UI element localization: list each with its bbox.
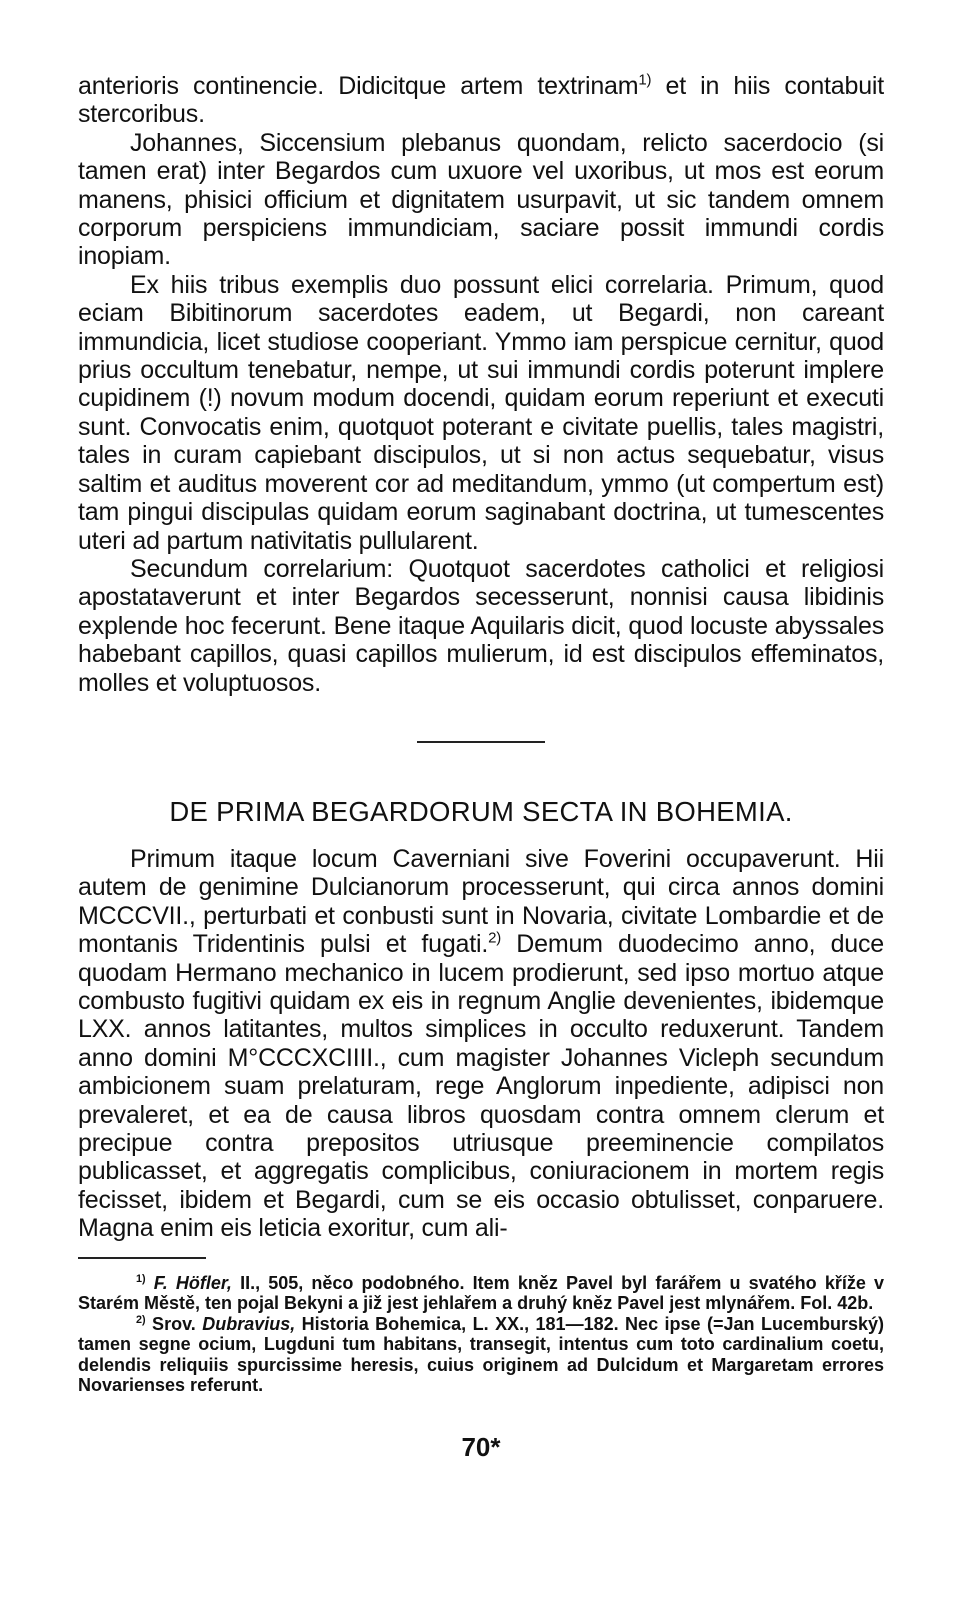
footnote-1-author: F. Höfler, xyxy=(153,1272,232,1293)
footnotes xyxy=(78,1273,884,1396)
footnote-mark-2: 2) xyxy=(136,1313,146,1326)
section-heading: DE PRIMA BEGARDORUM SECTA IN BOHEMIA. xyxy=(169,795,793,827)
footnote-2-prefix: Srov. xyxy=(145,1313,203,1334)
section-text-after: Demum duodecimo anno, duce quodam Hermano mechanico in lucem prodierunt, sed ipso mortuo atque combusto fugitivi quidam ex eis in regnum Anglie devenientes, ibidemque LXX. annos latitantes, multos simplices in occulto reduxerunt. Tandem anno domini M°CCCXCIIII., cum magister Johannes Vicleph secundum ambicionem suam prelaturam, rege Anglorum inpediente, adipisci non prevaleret, et ea de causa libros quosdam contra omnem clerum et precipue contra prepositos utriusque preeminencie compilatos publicasset, et aggregatis complicibus, coniuracionem in mortem regis fecisset, ibidem et Begardi, cum se eis occasio obtulisset, conparuere. Magna enim eis leticia exoritur, cum ali- xyxy=(78,930,884,1243)
footnote-1 xyxy=(78,1273,884,1314)
section-divider xyxy=(417,741,545,743)
book-page xyxy=(78,72,884,1463)
footnote-2-author: Dubravius, xyxy=(202,1313,296,1334)
section-text: Primum itaque locum Caverniani sive Foverini occupaverunt. Hii autem de genimine Dulcianorum processerunt, qui circa annos domini MCCCVII., perturbati et conbusti sunt in Novaria, civitate Lombardie et de montanis Tridentinis pulsi et fugati. xyxy=(78,844,884,959)
paragraph-correlaria: Ex hiis tribus exemplis duo possunt elici correlaria. Primum, quod eciam Bibitinorum sacerdotes eadem, ut Begardi, non careant immundicia, licet studiose cooperiant. Ymmo iam perspicue cernitur, quod prius occultum tenebatur, nempe, ut sui immundi cordis poterunt implere cupidinem (!) novum modum docendi, quidam eorum reperiunt et executi sunt. Convocatis enim, quotquot poterant e civitate puellis, tales magistri, tales in curam capiebant discipulos, ut si non actus sequebatur, visus saltim et auditus moverent cor ad meditandum, ymmo (ut compertum est) tam pingui discipulas quidam eorum saginabant doctrina, ut tumescentes uteri ad partum nativitatis pullularent. xyxy=(78,270,884,555)
footnote-ref-1: 1) xyxy=(638,71,652,89)
continuation-text-after: et in hiis contabuit stercoribus. xyxy=(78,72,885,129)
footnote-1-text: II., 505, něco podobného. Item kněz Pavel byl farářem u svatého kříže v Starém Městě, ten pojal Bekyni a již jest jehlařem a druhý kněz Pavel jest mlynářem. Fol. 42b. xyxy=(78,1272,885,1314)
footnote-rule xyxy=(78,1257,206,1259)
footnote-2-text: Historia Bohemica, L. XX., 181—182. Nec ipse (=Jan Lucemburský) tamen segne ocium, Lugduni tum habitans, transegit, intentus cum toto cardinalium coetu, delendis reliquiis spurcissime heresis, cuius originem ad Dulcidum et Margaretam errores Novarienses referunt. xyxy=(78,1313,885,1396)
section-paragraph xyxy=(78,845,884,1243)
continuation-paragraph xyxy=(78,72,884,129)
footnote-ref-2: 2) xyxy=(488,929,502,947)
paragraph-secundum-correlarium: Secundum correlarium: Quotquot sacerdotes catholici et religiosi apostataverunt et inter Begardos secesserunt, nonnisi causa libidinis explende hoc fecerunt. Bene itaque Aquilaris dicit, quod locuste abyssales habebant capillos, quasi capillos mulierum, id est discipulos effeminatos, molles et voluptuosos. xyxy=(78,554,884,697)
footnote-2 xyxy=(78,1314,884,1396)
paragraph-johannes: Johannes, Siccensium plebanus quondam, relicto sacerdocio (si tamen erat) inter Begardos cum uxuore vel uxoribus, ut mos est eorum manens, phisici officium et dignitatem usurpavit, ut sic tandem omnem corporum perspiciens immundiciam, saciare possit immundi cordis inopiam. xyxy=(78,128,884,271)
continuation-text: anterioris continencie. Didicitque artem textrinam xyxy=(78,72,639,100)
footnote-mark-1: 1) xyxy=(136,1272,146,1285)
page-number: 70* xyxy=(461,1431,501,1462)
